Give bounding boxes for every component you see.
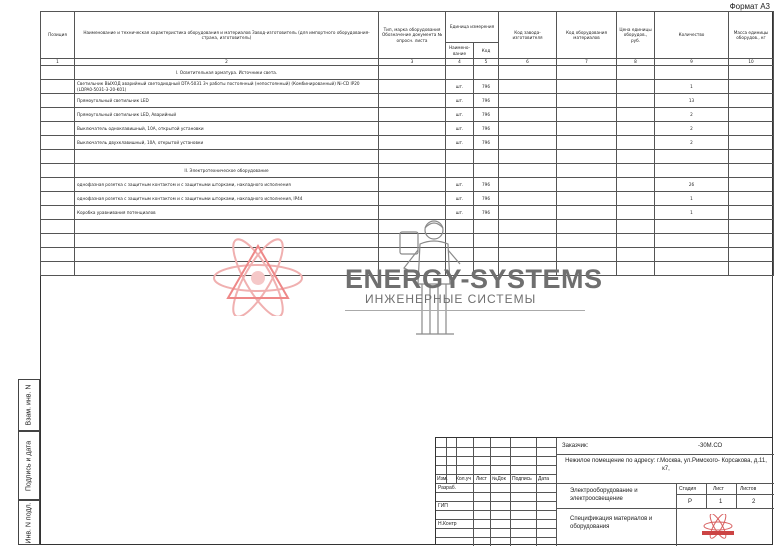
- quantity-cell: [655, 220, 729, 234]
- price-cell: [617, 234, 655, 248]
- price-cell: [617, 66, 655, 80]
- price-cell: [617, 94, 655, 108]
- object-address: Нежилое помещение по адресу: г.Москва, ул.Римского- Корсакова, д.11, к7,: [565, 458, 767, 472]
- header-manufacturer-code: Код завода-изготовителя: [499, 12, 557, 59]
- type-cell: [379, 122, 446, 136]
- description-cell: II. Электротехническое оборудование: [75, 164, 379, 178]
- atom-logo-watermark: [208, 236, 308, 316]
- manufacturer-code-cell: [499, 164, 557, 178]
- mass-cell: [729, 136, 774, 150]
- type-cell: [379, 66, 446, 80]
- mass-cell: [729, 80, 774, 94]
- equipment-code-cell: [557, 248, 617, 262]
- unit-cell: [446, 150, 474, 164]
- equipment-code-cell: [557, 108, 617, 122]
- equipment-code-cell: [557, 178, 617, 192]
- unit-cell: шт.: [446, 136, 474, 150]
- quantity-cell: [655, 150, 729, 164]
- table-row: [41, 150, 774, 164]
- price-cell: [617, 220, 655, 234]
- equipment-code-cell: [557, 206, 617, 220]
- header-unit: Единица измерения: [446, 12, 499, 43]
- table-row: [41, 192, 774, 206]
- quantity-cell: [655, 66, 729, 80]
- mass-cell: [729, 150, 774, 164]
- equipment-code-cell: [557, 136, 617, 150]
- unit-code-cell: [474, 164, 499, 178]
- type-cell: [379, 178, 446, 192]
- equipment-code-cell: [557, 66, 617, 80]
- description-cell: Светильник ВЫХОД аварийный светодиодный DTA-5031 3ч работы постоянный (непостоянный) (Комбинированный) Ni-CD IP20 (LDPA0-5031-3-20-K01): [75, 80, 379, 94]
- header-unit-name: Наимено-вание: [446, 43, 474, 59]
- position-cell: [41, 220, 75, 234]
- watermark-subtitle: ИНЖЕНЕРНЫЕ СИСТЕМЫ: [365, 292, 537, 306]
- position-cell: [41, 178, 75, 192]
- manufacturer-code-cell: [499, 220, 557, 234]
- header-price: Цена единицы оборудов., руб.: [617, 12, 655, 59]
- col-number: 7: [557, 59, 617, 66]
- quantity-cell: 1: [655, 206, 729, 220]
- unit-code-cell: [474, 220, 499, 234]
- price-cell: [617, 136, 655, 150]
- customer-label: Заказчик:: [562, 443, 589, 449]
- equipment-code-cell: [557, 80, 617, 94]
- position-cell: [41, 122, 75, 136]
- unit-code-cell: 796: [474, 122, 499, 136]
- header-description: Наименование и техническая характеристика оборудования и материалов Завод-изготовитель (для импортного оборудования-страна, изготовитель): [75, 12, 379, 59]
- unit-code-cell: [474, 66, 499, 80]
- price-cell: [617, 248, 655, 262]
- manufacturer-code-cell: [499, 122, 557, 136]
- quantity-cell: 2: [655, 136, 729, 150]
- description-cell: Прямоугольный светильник LED, Аварийный: [75, 108, 379, 122]
- description-cell: [75, 150, 379, 164]
- position-cell: [41, 164, 75, 178]
- col-number: 6: [499, 59, 557, 66]
- manufacturer-code-cell: [499, 136, 557, 150]
- description-cell: Коробка уравнивания потенциалов: [75, 206, 379, 220]
- col-head-data: Дата: [538, 476, 550, 482]
- mass-cell: [729, 122, 774, 136]
- unit-cell: [446, 164, 474, 178]
- mass-cell: [729, 220, 774, 234]
- sheets-label: Листов: [740, 486, 757, 492]
- manufacturer-code-cell: [499, 80, 557, 94]
- unit-cell: шт.: [446, 206, 474, 220]
- description-cell: [75, 220, 379, 234]
- position-cell: [41, 80, 75, 94]
- quantity-cell: 2: [655, 122, 729, 136]
- mass-cell: [729, 234, 774, 248]
- manufacturer-code-cell: [499, 192, 557, 206]
- col-head-list: Лист: [476, 476, 487, 482]
- position-cell: [41, 66, 75, 80]
- type-cell: [379, 80, 446, 94]
- equipment-code-cell: [557, 164, 617, 178]
- mass-cell: [729, 164, 774, 178]
- quantity-cell: [655, 262, 729, 276]
- side-label-inv: Инв. N подл.: [25, 501, 33, 544]
- header-quantity: Количество: [655, 12, 729, 59]
- role-gip: ГИП: [438, 503, 448, 509]
- type-cell: [379, 164, 446, 178]
- unit-cell: шт.: [446, 178, 474, 192]
- mass-cell: [729, 192, 774, 206]
- side-label-podpis: Подпись и дата: [25, 440, 33, 491]
- unit-cell: шт.: [446, 122, 474, 136]
- mass-cell: [729, 178, 774, 192]
- side-label-vzam: Взам. инв. N: [25, 384, 33, 426]
- section-row: [41, 164, 774, 178]
- quantity-cell: 26: [655, 178, 729, 192]
- sheets-value: 2: [752, 499, 756, 505]
- col-number: 2: [75, 59, 379, 66]
- manufacturer-code-cell: [499, 248, 557, 262]
- description-cell: однофазная розетка с защитным контактом и с защитными шторками, накладного исполнения, IP44: [75, 192, 379, 206]
- unit-code-cell: [474, 234, 499, 248]
- header-equipment-code: Код оборудования материалов: [557, 12, 617, 59]
- mass-cell: [729, 66, 774, 80]
- equipment-code-cell: [557, 234, 617, 248]
- position-cell: [41, 234, 75, 248]
- price-cell: [617, 206, 655, 220]
- company-logo-icon: [698, 514, 738, 540]
- unit-cell: [446, 66, 474, 80]
- type-cell: [379, 94, 446, 108]
- equipment-code-cell: [557, 122, 617, 136]
- manufacturer-code-cell: [499, 150, 557, 164]
- manufacturer-code-cell: [499, 206, 557, 220]
- description-cell: Выключатель двухклавишный, 10А, открытой установки: [75, 136, 379, 150]
- header-type: Тип, марка оборудования Обозначение документа № опросн. листа: [379, 12, 446, 59]
- col-number: 10: [729, 59, 774, 66]
- price-cell: [617, 122, 655, 136]
- unit-code-cell: 796: [474, 178, 499, 192]
- watermark-title: ENERGY-SYSTEMS: [345, 264, 603, 294]
- header-mass: Масса единицы оборудов., кг: [729, 12, 774, 59]
- unit-cell: шт.: [446, 108, 474, 122]
- price-cell: [617, 80, 655, 94]
- mass-cell: [729, 262, 774, 276]
- position-cell: [41, 94, 75, 108]
- position-cell: [41, 262, 75, 276]
- description-cell: I. Осветительная арматура. Источники света.: [75, 66, 379, 80]
- side-stamp-inv: [18, 500, 40, 545]
- unit-code-cell: 796: [474, 192, 499, 206]
- col-head-izm: Изм.: [437, 476, 448, 482]
- col-head-kol: Кол.уч: [456, 476, 471, 482]
- table-row: [41, 178, 774, 192]
- header-unit-code: Код: [474, 43, 499, 59]
- price-cell: [617, 108, 655, 122]
- equipment-code-cell: [557, 150, 617, 164]
- unit-cell: шт.: [446, 80, 474, 94]
- col-number: 8: [617, 59, 655, 66]
- mass-cell: [729, 108, 774, 122]
- manufacturer-code-cell: [499, 66, 557, 80]
- price-cell: [617, 164, 655, 178]
- watermark-underline: [345, 310, 585, 311]
- role-developer: Разраб.: [438, 485, 457, 491]
- position-cell: [41, 206, 75, 220]
- position-cell: [41, 108, 75, 122]
- type-cell: [379, 136, 446, 150]
- price-cell: [617, 262, 655, 276]
- quantity-cell: [655, 164, 729, 178]
- description-cell: Прямоугольный светильник LED: [75, 94, 379, 108]
- table-row: [41, 80, 774, 94]
- format-label: Формат А3: [729, 2, 770, 11]
- sheet-label: Лист: [713, 486, 724, 492]
- role-normcontrol: Н.Контр: [438, 521, 457, 527]
- col-number: 4: [446, 59, 474, 66]
- section-title: Электрооборудование и электроосвещение: [570, 488, 638, 502]
- quantity-cell: [655, 248, 729, 262]
- manufacturer-code-cell: [499, 108, 557, 122]
- position-cell: [41, 192, 75, 206]
- unit-code-cell: [474, 248, 499, 262]
- unit-code-cell: 796: [474, 136, 499, 150]
- mass-cell: [729, 94, 774, 108]
- col-head-ndok: №Док: [492, 476, 506, 482]
- unit-code-cell: 796: [474, 206, 499, 220]
- unit-code-cell: 796: [474, 108, 499, 122]
- equipment-code-cell: [557, 192, 617, 206]
- table-row: [41, 108, 774, 122]
- col-number: 1: [41, 59, 75, 66]
- quantity-cell: 1: [655, 80, 729, 94]
- table-row: [41, 122, 774, 136]
- type-cell: [379, 108, 446, 122]
- equipment-code-cell: [557, 94, 617, 108]
- col-head-podpis: Подпись: [512, 476, 532, 482]
- section-row: [41, 66, 774, 80]
- unit-cell: шт.: [446, 94, 474, 108]
- mass-cell: [729, 248, 774, 262]
- quantity-cell: 1: [655, 192, 729, 206]
- manufacturer-code-cell: [499, 234, 557, 248]
- position-cell: [41, 150, 75, 164]
- type-cell: [379, 192, 446, 206]
- equipment-code-cell: [557, 220, 617, 234]
- document-title: Спецификация материалов и оборудования: [570, 516, 653, 530]
- unit-cell: шт.: [446, 192, 474, 206]
- title-block: [435, 437, 773, 545]
- type-cell: [379, 150, 446, 164]
- side-stamp-vzam: [18, 379, 40, 431]
- stage-label: Стадия: [679, 486, 697, 492]
- price-cell: [617, 192, 655, 206]
- mass-cell: [729, 206, 774, 220]
- col-number: 5: [474, 59, 499, 66]
- sheet-value: 1: [719, 499, 723, 505]
- table-row: [41, 136, 774, 150]
- unit-code-cell: 796: [474, 80, 499, 94]
- side-stamp-podpis: [18, 431, 40, 500]
- unit-code-cell: [474, 150, 499, 164]
- manufacturer-code-cell: [499, 178, 557, 192]
- atom-nucleus: [251, 271, 265, 285]
- column-numbers-row: [41, 59, 774, 66]
- position-cell: [41, 248, 75, 262]
- position-cell: [41, 136, 75, 150]
- quantity-cell: [655, 234, 729, 248]
- price-cell: [617, 178, 655, 192]
- col-number: 3: [379, 59, 446, 66]
- header-position: Позиция: [41, 12, 75, 59]
- unit-code-cell: 796: [474, 94, 499, 108]
- description-cell: Выключатель одноклавишный, 10А, открытой установки: [75, 122, 379, 136]
- customer-code: -30М.СО: [698, 443, 723, 449]
- price-cell: [617, 150, 655, 164]
- quantity-cell: 2: [655, 108, 729, 122]
- col-number: 9: [655, 59, 729, 66]
- stage-value: Р: [688, 499, 693, 505]
- description-cell: однофазная розетка с защитным контактом и с защитными шторками, накладного исполнения: [75, 178, 379, 192]
- manufacturer-code-cell: [499, 94, 557, 108]
- table-row: [41, 94, 774, 108]
- quantity-cell: 13: [655, 94, 729, 108]
